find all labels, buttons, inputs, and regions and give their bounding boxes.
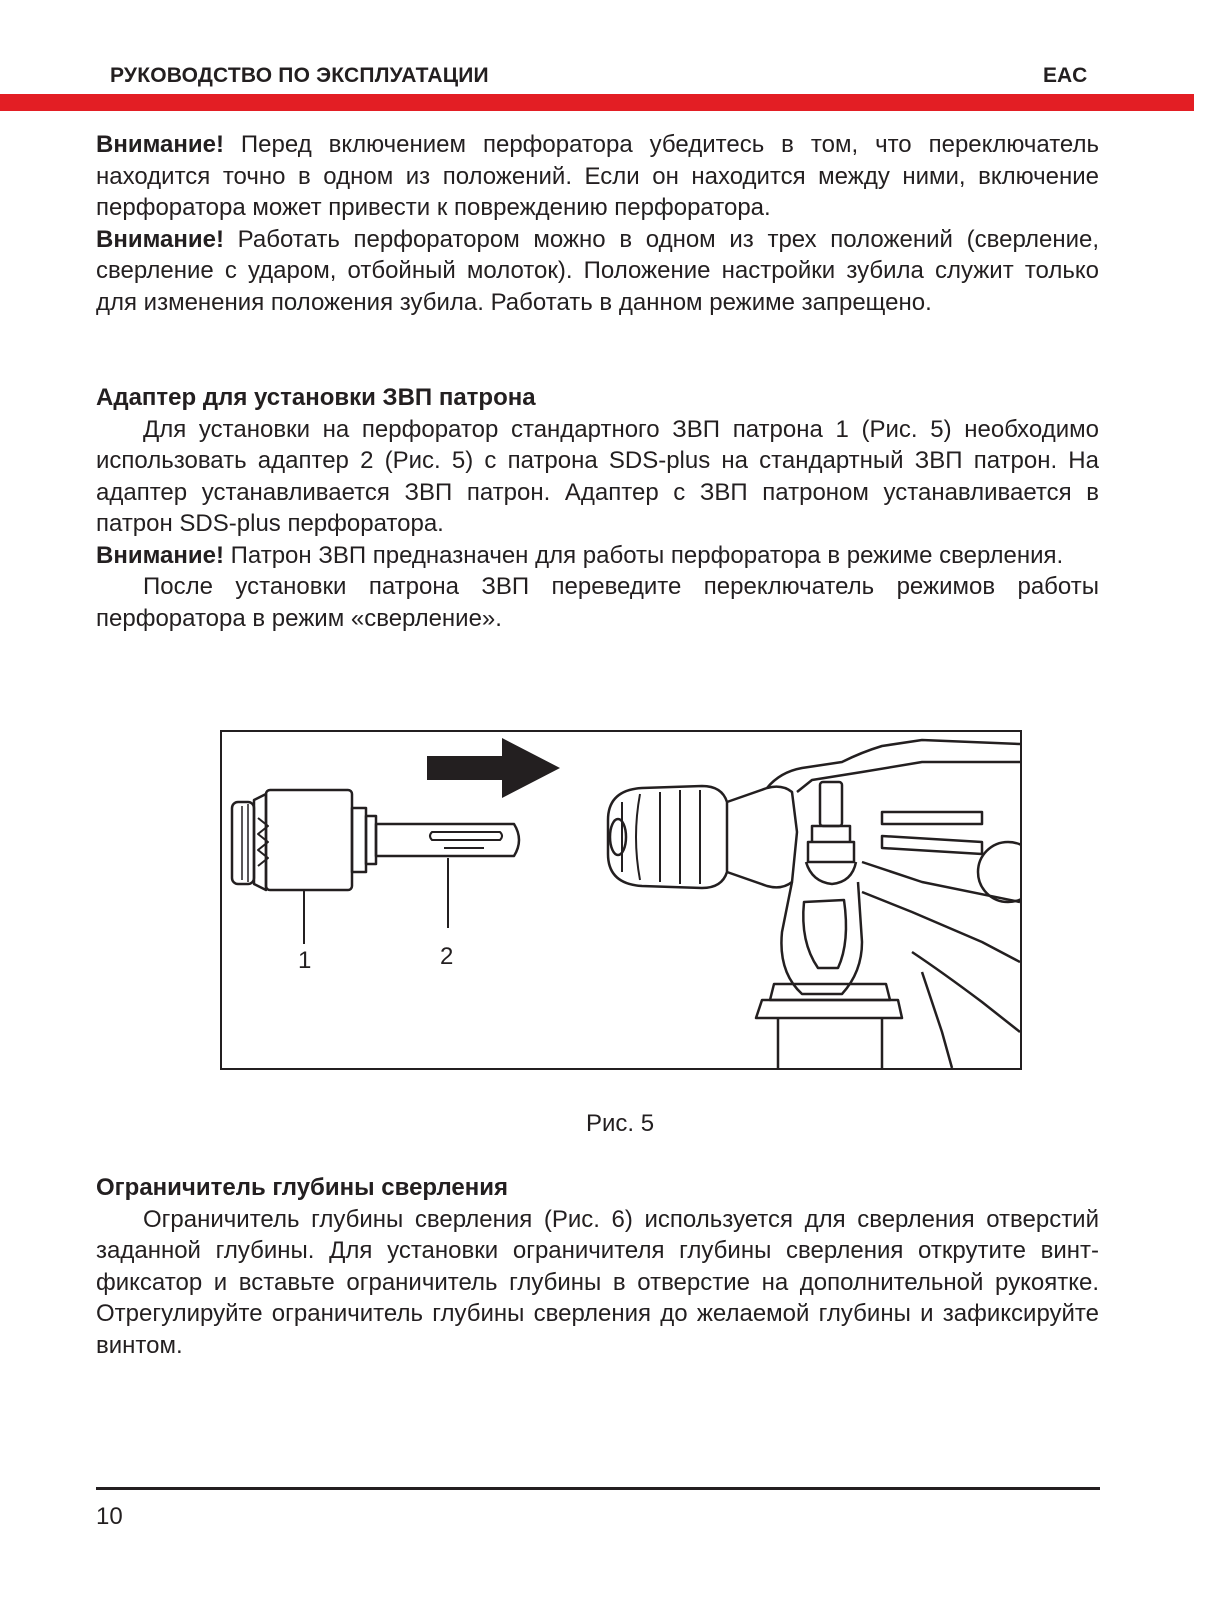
insert-direction-arrow [427,738,560,798]
figure-label-2: 2 [440,943,454,970]
footer-rule [96,1487,1100,1490]
header-title: РУКОВОДСТВО ПО ЭКСПЛУАТАЦИИ [110,64,489,87]
eac-mark: EAC [1043,64,1088,87]
adapter-paragraph-1: Для установки на перфоратор стандартного ЗВП патрона 1 (Рис. 5) необходимо использовать адаптер 2 (Рис. 5) с патрона SDS-plus на стандартный ЗВП патрон. На адаптер устанавливается ЗВП патрон. Адаптер с ЗВП патроном устанавливается в патрон SDS-plus перфоратора. [96,415,1099,537]
warning-paragraph-1 [96,129,1099,224]
warning-text: Перед включением перфоратора убедитесь в том, что переключатель находится точно в одном из положений. Если он находится между ними, включение перфоратора может привести к повреждению перфоратора. [96,131,1099,221]
warnings-block [96,129,1099,318]
adapter-section [96,382,1099,634]
section-title-depth: Ограничитель глубины сверления [96,1174,509,1201]
section-title-adapter: Адаптер для установки ЗВП патрона [96,384,536,411]
warning-label: Внимание! [96,541,224,569]
warning-label: Внимание! [96,131,224,158]
warning-paragraph-2 [96,224,1099,319]
figure-caption: Рис. 5 [585,1110,655,1137]
header-red-bar [0,94,1194,111]
adapter-warning [96,540,1099,572]
depth-paragraph-1: Ограничитель глубины сверления (Рис. 6) используется для сверления отверстий заданной глубины. Для установки ограничителя глубины сверления открутите винт-фиксатор и вставьте ограничитель глубины в отверстие на дополнительной рукоятке. Отрегулируйте ограничитель глубины сверления до желаемой глубины и зафиксируйте винтом. [96,1205,1099,1359]
figure-label-1: 1 [298,947,312,974]
rotary-hammer-drawing [608,740,1020,1068]
depth-limiter-section [96,1172,1099,1361]
keyless-chuck-drawing [232,790,366,890]
warning-text: Работать перфоратором можно в одном из трех положений (сверление, сверление с ударом, отбойный молоток). Положение настройки зубила служит только для изменения положения зубила. Работать в данном режиме запрещено. [96,225,1099,316]
page-number: 10 [96,1503,123,1530]
figure-5 [220,730,1022,1070]
sds-adapter-drawing [366,816,519,864]
warning-text: Патрон ЗВП предназначен для работы перфоратора в режиме сверления. [223,541,1064,569]
figure-illustration [222,732,1020,1068]
adapter-paragraph-2: После установки патрона ЗВП переведите переключатель режимов работы перфоратора в режим «сверление». [96,573,1099,632]
warning-label: Внимание! [96,225,224,253]
